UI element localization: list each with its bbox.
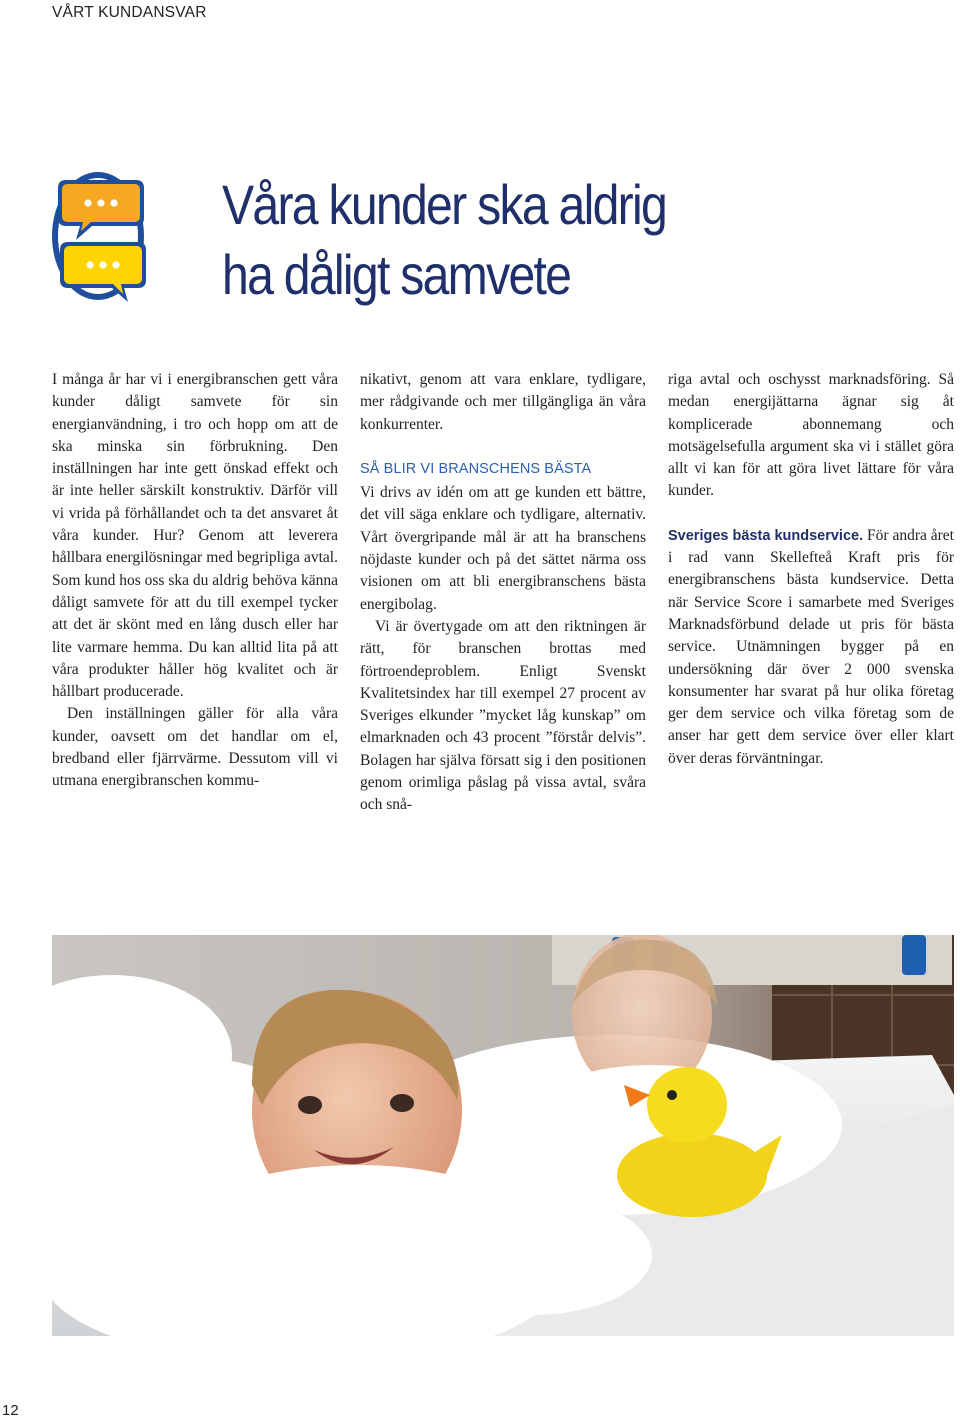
headline-line-2: ha dåligt samvete [222, 243, 571, 306]
body-paragraph: I många år har vi i energibranschen gett våra kunder dåligt samvete för sin energianvändning, i tro och hopp om att de ska minska sin förbrukning. Den inställningen har inte gett önskad effekt och är inte heller särskilt konstruktiv. Därför vill vi vrida på förhållandet och ta det ansvaret åt våra kunder. Hur? Genom att leverera hållbara energilösningar med begripliga avtal. Som kund hos oss ska du aldrig behöva känna dåligt samvete för att du till exempel tycker att det är skönt med en lång dusch eller har lite varmare hemma. Du kan alltid lita på att våra produkter håller hög kvalitet och är hållbart producerade. [52, 371, 338, 701]
speech-bubbles-icon [50, 168, 150, 306]
body-paragraph: Vi är övertygade om att den riktningen är rätt, för branschen brottas med förtroendeproblem. Enligt Svenskt Kvalitetsindex har till exempel 27 procent av Sveriges elkunder ”mycket låg kunskap” om elmarknaden och 43 procent ”förstår delvis”. Bolagen har själva försatt sig i den positionen genom orimliga påslag på vissa avtal, svåra och snå- [360, 617, 646, 814]
body-paragraph [668, 525, 954, 770]
children-bubble-bath-photo [52, 935, 954, 1336]
section-label: VÅRT KUNDANSVAR [52, 4, 207, 21]
run-in-text: För andra året i rad vann Skellefteå Kraft pris för energibranschens bästa kundservice. Detta när Service Score i samarbete med Sveriges Marknadsförbund delade ut pris för bästa service. Utnämningen bygger på en undersökning där över 2 000 svenska konsumenter har svarat på hur olika företag ger dem service och vilka företag som de anser har gett dem service över eller klart över deras förväntningar. [668, 526, 954, 767]
body-paragraph: Vi drivs av idén om att ge kunden ett bättre, det vill säga enklare och tydligare, alternativ. Vårt övergripande mål är att ha branschens nöjdaste kunder och på det sättet närma oss visionen om att bli energibranschens bästa energibolag. [360, 484, 646, 613]
section-subheading: SÅ BLIR VI BRANSCHENS BÄSTA [360, 460, 592, 477]
page-number: 12 [2, 1402, 19, 1419]
body-paragraph: riga avtal och oschysst marknadsföring. Så medan energijättarna ägnar sig åt komplicerade abonnemang och motsägelsefulla argument ska vi i stället göra allt vi kan för att göra livet lättare för våra kunder. [668, 371, 954, 500]
column-2 [360, 369, 646, 817]
page-title [222, 170, 755, 310]
headline-line-1: Våra kunder ska aldrig [222, 173, 667, 236]
body-paragraph: nikativt, genom att vara enklare, tydligare, mer rådgivande och mer tillgängliga än våra konkurrenter. [360, 371, 646, 433]
body-paragraph: Den inställningen gäller för alla våra kunder, oavsett om det handlar om el, bredband eller fjärrvärme. Dessutom vill vi utmana energibranschen kommu- [52, 705, 338, 790]
column-3 [668, 369, 954, 770]
column-1 [52, 369, 338, 793]
run-in-heading: Sveriges bästa kundservice. [668, 527, 864, 544]
